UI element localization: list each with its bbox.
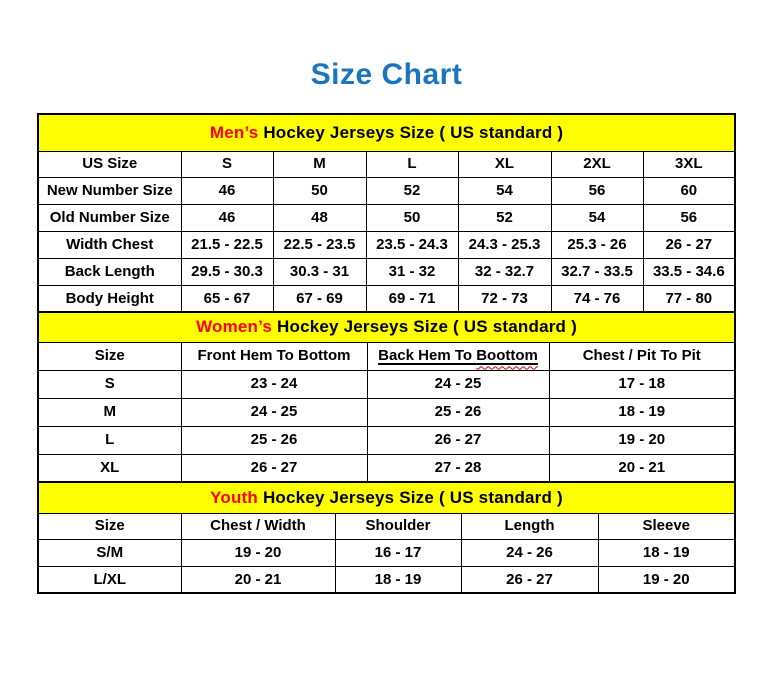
- band-highlight-text: Women’s: [196, 317, 273, 337]
- table-cell: 77 - 80: [643, 285, 735, 312]
- table-cell: 46: [181, 204, 273, 231]
- table-cell: 67 - 69: [273, 285, 366, 312]
- table-row: [38, 177, 735, 204]
- row-label: L/XL: [38, 566, 181, 593]
- table-cell: 54: [551, 204, 643, 231]
- header-row: [38, 342, 735, 370]
- header-cell: L: [366, 151, 458, 177]
- underlined-header-text: Back Hem To Boottom: [378, 347, 538, 365]
- table-cell: 52: [366, 177, 458, 204]
- row-label: New Number Size: [38, 177, 181, 204]
- table-cell: 50: [273, 177, 366, 204]
- table-cell: 30.3 - 31: [273, 258, 366, 285]
- table-cell: 24 - 26: [461, 539, 598, 566]
- table-cell: 69 - 71: [366, 285, 458, 312]
- header-cell: Chest / Pit To Pit: [549, 342, 735, 370]
- table-cell: 46: [181, 177, 273, 204]
- header-cell: [367, 342, 549, 370]
- table-cell: 21.5 - 22.5: [181, 231, 273, 258]
- table-cell: 20 - 21: [549, 454, 735, 482]
- table-cell: 56: [643, 204, 735, 231]
- table-cell: 23 - 24: [181, 370, 367, 398]
- table-cell: 24.3 - 25.3: [458, 231, 551, 258]
- row-label: S/M: [38, 539, 181, 566]
- section-band-label: [38, 312, 735, 342]
- row-label: M: [38, 398, 181, 426]
- table-cell: 19 - 20: [598, 566, 735, 593]
- band-rest-text: Hockey Jerseys Size ( US standard ): [258, 487, 563, 507]
- size-table-womens: [37, 311, 736, 483]
- table-cell: 22.5 - 23.5: [273, 231, 366, 258]
- table-row: [38, 566, 735, 593]
- row-label: Old Number Size: [38, 204, 181, 231]
- table-cell: 74 - 76: [551, 285, 643, 312]
- table-cell: 24 - 25: [367, 370, 549, 398]
- row-label: S: [38, 370, 181, 398]
- table-row: [38, 258, 735, 285]
- header-row: [38, 151, 735, 177]
- header-cell: M: [273, 151, 366, 177]
- table-cell: 18 - 19: [598, 539, 735, 566]
- table-cell: 19 - 20: [181, 539, 335, 566]
- table-cell: 32 - 32.7: [458, 258, 551, 285]
- header-cell: Size: [38, 342, 181, 370]
- header-cell: S: [181, 151, 273, 177]
- row-label: Back Length: [38, 258, 181, 285]
- table-cell: 24 - 25: [181, 398, 367, 426]
- table-cell: 18 - 19: [335, 566, 461, 593]
- section-band-youth: [38, 482, 735, 513]
- header-cell: Size: [38, 513, 181, 539]
- table-cell: 56: [551, 177, 643, 204]
- table-cell: 26 - 27: [461, 566, 598, 593]
- header-cell: Shoulder: [335, 513, 461, 539]
- section-band-womens: [38, 312, 735, 342]
- table-cell: 26 - 27: [367, 426, 549, 454]
- row-label: Width Chest: [38, 231, 181, 258]
- band-highlight-text: Men’s: [209, 122, 259, 142]
- table-row: [38, 231, 735, 258]
- misspelled-word: Boottom: [476, 347, 538, 365]
- table-row: [38, 370, 735, 398]
- table-cell: 33.5 - 34.6: [643, 258, 735, 285]
- table-row: [38, 204, 735, 231]
- row-label: Body Height: [38, 285, 181, 312]
- table-cell: 32.7 - 33.5: [551, 258, 643, 285]
- header-cell: 3XL: [643, 151, 735, 177]
- table-cell: 23.5 - 24.3: [366, 231, 458, 258]
- table-row: [38, 454, 735, 482]
- table-cell: 27 - 28: [367, 454, 549, 482]
- header-cell: Sleeve: [598, 513, 735, 539]
- header-cell: Length: [461, 513, 598, 539]
- header-row: [38, 513, 735, 539]
- row-label: L: [38, 426, 181, 454]
- table-cell: 25 - 26: [181, 426, 367, 454]
- table-cell: 31 - 32: [366, 258, 458, 285]
- table-row: [38, 285, 735, 312]
- header-cell: 2XL: [551, 151, 643, 177]
- band-highlight-text: Youth: [210, 487, 259, 507]
- table-cell: 17 - 18: [549, 370, 735, 398]
- band-rest-text: Hockey Jerseys Size ( US standard ): [272, 317, 577, 337]
- table-cell: 65 - 67: [181, 285, 273, 312]
- size-table-mens: [37, 113, 736, 313]
- page-title: Size Chart: [310, 58, 463, 91]
- band-rest-text: Hockey Jerseys Size ( US standard ): [258, 122, 564, 142]
- table-cell: 18 - 19: [549, 398, 735, 426]
- table-cell: 25.3 - 26: [551, 231, 643, 258]
- table-cell: 16 - 17: [335, 539, 461, 566]
- table-cell: 20 - 21: [181, 566, 335, 593]
- table-row: [38, 426, 735, 454]
- table-cell: 25 - 26: [367, 398, 549, 426]
- header-cell: Chest / Width: [181, 513, 335, 539]
- section-band-label: [38, 114, 735, 151]
- table-cell: 26 - 27: [643, 231, 735, 258]
- size-table-youth: [37, 481, 736, 594]
- header-cell: Front Hem To Bottom: [181, 342, 367, 370]
- header-cell: XL: [458, 151, 551, 177]
- table-cell: 29.5 - 30.3: [181, 258, 273, 285]
- table-cell: 52: [458, 204, 551, 231]
- table-cell: 19 - 20: [549, 426, 735, 454]
- tables-container: [37, 113, 736, 594]
- section-band-label: [38, 482, 735, 513]
- header-cell: US Size: [38, 151, 181, 177]
- table-row: [38, 539, 735, 566]
- table-cell: 72 - 73: [458, 285, 551, 312]
- document-content: [37, 58, 736, 594]
- table-cell: 60: [643, 177, 735, 204]
- row-label: XL: [38, 454, 181, 482]
- table-cell: 50: [366, 204, 458, 231]
- section-band-mens: [38, 114, 735, 151]
- table-cell: 48: [273, 204, 366, 231]
- table-row: [38, 398, 735, 426]
- table-cell: 26 - 27: [181, 454, 367, 482]
- table-cell: 54: [458, 177, 551, 204]
